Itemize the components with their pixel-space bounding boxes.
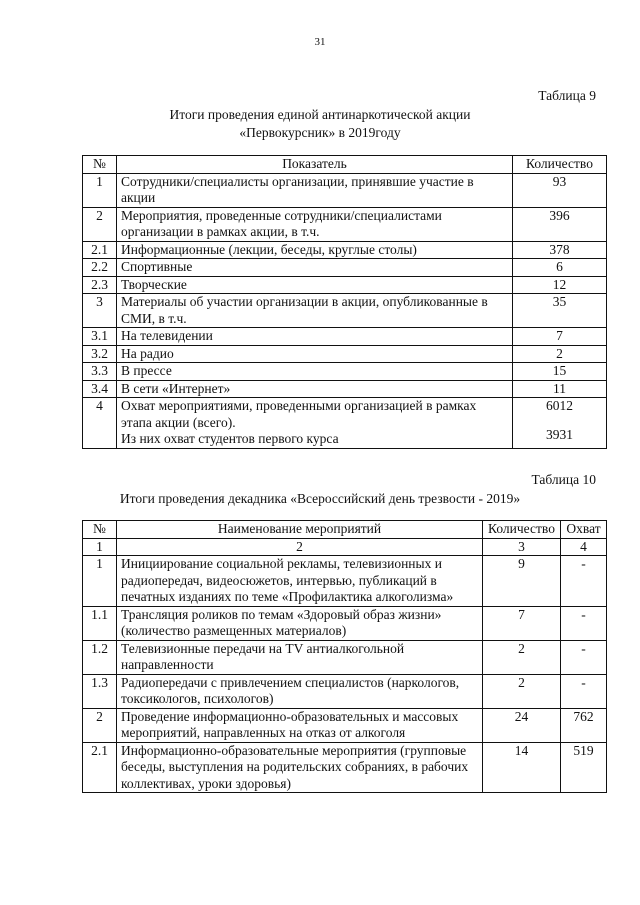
table-9-header-num: № xyxy=(83,156,117,174)
row-reach: - xyxy=(561,606,607,640)
table-9-label: Таблица 9 xyxy=(538,88,596,103)
table-row xyxy=(83,259,607,277)
row-count: 14 xyxy=(483,742,561,793)
index-cell: 4 xyxy=(561,538,607,556)
table-10-index-row xyxy=(83,538,607,556)
row-text: Материалы об участии организации в акции, опубликованные в СМИ, в т.ч. xyxy=(117,294,513,328)
row-value: 12 xyxy=(513,276,607,294)
row-text: Телевизионные передачи на TV антиалкогольной направленности xyxy=(117,640,483,674)
index-cell: 2 xyxy=(117,538,483,556)
table-10 xyxy=(82,520,607,793)
table-9 xyxy=(82,155,607,449)
row-count: 2 xyxy=(483,640,561,674)
table-row xyxy=(83,276,607,294)
table-row xyxy=(83,640,607,674)
table-9-title-line-1: Итоги проведения единой антинаркотической акции xyxy=(169,107,471,122)
row-value: 11 xyxy=(513,380,607,398)
row-value: 396 xyxy=(513,207,607,241)
row-value: 2 xyxy=(513,345,607,363)
row-number: 3 xyxy=(83,294,117,328)
row-text: На телевидении xyxy=(117,328,513,346)
table-9-header-indicator: Показатель xyxy=(117,156,513,174)
row-text: Творческие xyxy=(117,276,513,294)
table-9-header-quantity: Количество xyxy=(513,156,607,174)
row-value: 7 xyxy=(513,328,607,346)
row-number: 1 xyxy=(83,173,117,207)
table-row-coverage xyxy=(83,398,607,449)
row-number: 3.2 xyxy=(83,345,117,363)
row-number: 1.2 xyxy=(83,640,117,674)
row-count: 2 xyxy=(483,674,561,708)
table-row xyxy=(83,556,607,607)
row-count: 24 xyxy=(483,708,561,742)
row-number: 3.4 xyxy=(83,380,117,398)
row-reach: 519 xyxy=(561,742,607,793)
row-number: 2 xyxy=(83,207,117,241)
row-text: Информационно-образовательные мероприятия (групповые беседы, выступления на родительских собраниях, в рабочих коллективах, уроки здоровья) xyxy=(117,742,483,793)
row-number: 1 xyxy=(83,556,117,607)
row-number: 1.3 xyxy=(83,674,117,708)
table-row xyxy=(83,345,607,363)
table-9-header-row xyxy=(83,156,607,174)
table-10-header-count: Количество xyxy=(483,521,561,539)
table-row xyxy=(83,173,607,207)
row-number: 2 xyxy=(83,708,117,742)
row-text: Информационные (лекции, беседы, круглые столы) xyxy=(117,241,513,259)
table-10-header-row xyxy=(83,521,607,539)
table-10-header-num: № xyxy=(83,521,117,539)
row-text: Инициирование социальной рекламы, телевизионных и радиопередач, видеосюжетов, интервью, публикаций в печатных изданиях по теме «Профилактика алкоголизма» xyxy=(117,556,483,607)
row-text: Проведение информационно-образовательных и массовых мероприятий, направленных на отказ от алкоголя xyxy=(117,708,483,742)
table-row xyxy=(83,294,607,328)
row-value xyxy=(513,398,607,449)
table-row xyxy=(83,742,607,793)
table-row xyxy=(83,708,607,742)
table-10-header-name: Наименование мероприятий xyxy=(117,521,483,539)
row-number: 4 xyxy=(83,398,117,449)
table-10-header-reach: Охват xyxy=(561,521,607,539)
coverage-students-text: Из них охват студентов первого курса xyxy=(121,431,339,446)
table-row xyxy=(83,207,607,241)
row-number: 2.1 xyxy=(83,742,117,793)
row-value: 93 xyxy=(513,173,607,207)
row-count: 7 xyxy=(483,606,561,640)
row-number: 1.1 xyxy=(83,606,117,640)
row-text xyxy=(117,398,513,449)
coverage-students-value: 3931 xyxy=(546,426,573,442)
row-count: 9 xyxy=(483,556,561,607)
table-row xyxy=(83,328,607,346)
row-reach: - xyxy=(561,674,607,708)
row-reach: - xyxy=(561,556,607,607)
row-number: 2.1 xyxy=(83,241,117,259)
row-text: Трансляция роликов по темам «Здоровый образ жизни» (количество размещенных материалов) xyxy=(117,606,483,640)
index-cell: 3 xyxy=(483,538,561,556)
table-row xyxy=(83,241,607,259)
table-row xyxy=(83,380,607,398)
page-number: 31 xyxy=(314,36,326,48)
table-10-title: Итоги проведения декадника «Всероссийский день трезвости - 2019» xyxy=(119,491,521,506)
row-reach: - xyxy=(561,640,607,674)
row-number: 2.2 xyxy=(83,259,117,277)
table-row xyxy=(83,606,607,640)
row-text: Радиопередачи с привлечением специалистов (наркологов, токсикологов, психологов) xyxy=(117,674,483,708)
row-text: Мероприятия, проведенные сотрудники/специалистами организации в рамках акции, в т.ч. xyxy=(117,207,513,241)
row-text: В прессе xyxy=(117,363,513,381)
coverage-total-text: Охват мероприятиями, проведенными организацией в рамках этапа акции (всего). xyxy=(121,398,477,430)
row-number: 3.1 xyxy=(83,328,117,346)
row-text: Сотрудники/специалисты организации, принявшие участие в акции xyxy=(117,173,513,207)
table-row xyxy=(83,363,607,381)
row-value: 378 xyxy=(513,241,607,259)
row-value: 15 xyxy=(513,363,607,381)
row-number: 2.3 xyxy=(83,276,117,294)
row-text: В сети «Интернет» xyxy=(117,380,513,398)
table-9-title-line-2: «Первокурсник» в 2019году xyxy=(239,125,401,140)
row-text: Спортивные xyxy=(117,259,513,277)
row-text: На радио xyxy=(117,345,513,363)
row-value: 35 xyxy=(513,294,607,328)
row-reach: 762 xyxy=(561,708,607,742)
index-cell: 1 xyxy=(83,538,117,556)
coverage-total-value: 6012 xyxy=(546,398,573,413)
table-10-label: Таблица 10 xyxy=(531,472,596,487)
row-value: 6 xyxy=(513,259,607,277)
row-number: 3.3 xyxy=(83,363,117,381)
table-row xyxy=(83,674,607,708)
